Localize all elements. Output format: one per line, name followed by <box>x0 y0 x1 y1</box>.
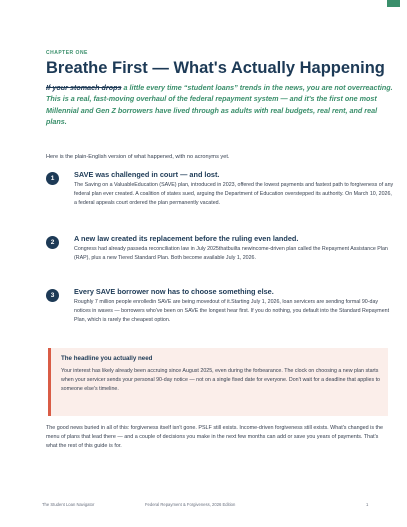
callout-title: The headline you actually need <box>61 355 153 362</box>
chapter-label: CHAPTER ONE <box>46 50 88 56</box>
lede-paragraph <box>46 82 398 128</box>
step-body: Roughly 7 million people enrolledin SAVE are being movedout of it.Starting July 1, 2026, loan servicers are sending formal 90-day notices in waves — borrowers who've been on SAVE the longest hear first. If you do nothing, you default into the Standard Repayment Plan, which is rarely the cheapest option. <box>74 299 390 323</box>
step-number-badge: 3 <box>46 289 59 302</box>
step-number-badge: 2 <box>46 236 59 249</box>
footer-edition: Federal Repayment & Forgiveness, 2026 Edition <box>145 502 236 507</box>
step-title: A new law created its replacement before the ruling even landed. <box>74 234 299 243</box>
lede-text: a little every time “student loans” trends in the news, you are not overreacting. This is a real, fast-moving overhaul of the federal repayment system — and it's the first one most Millennial and Gen Z borrowers have lived through as adults with real budgets, real rent, and real plans. <box>46 83 393 127</box>
closing-paragraph: The good news buried in all of this: forgiveness itself isn't gone. PSLF still exists. Income-driven forgiveness still exists. What's changed is the menu of plans that lead there — and a couple of decisions you make in the next few months can add or save you years of payments. That's what the rest of this guide is for. <box>46 425 384 449</box>
corner-tab-mark <box>387 0 400 7</box>
footer-page-number: 1 <box>366 502 369 507</box>
step-title: Every SAVE borrower now has to choose something else. <box>74 287 274 296</box>
intro-text: Here is the plain-English version of what happened, with no acronyms yet. <box>46 154 230 160</box>
footer-publication: The Student Loan Navigator <box>42 502 95 507</box>
step-number-badge: 1 <box>46 172 59 185</box>
step-title: SAVE was challenged in court — and lost. <box>74 170 220 179</box>
step-body: Congress had already passeda reconciliation law in July 2025thatbuilta newincome-driven plan called the Repayment Assistance Plan (RAP), plus a new Tiered Standard Plan. Both become available July 1, 2026. <box>74 246 388 261</box>
step-body: The Saving on a ValuableEducation (SAVE) plan, introduced in 2023, offered the lowest payments and fastest path to forgiveness of any federal plan ever created. A coalition of states sued, arguing the Department of Education overstepped its authority. On March 10, 2026, a federal appeals court ordered the plan permanently vacated. <box>74 182 394 206</box>
headline-callout <box>48 348 388 416</box>
lede-strikethrough: If your stomach drops <box>46 83 122 92</box>
callout-body: Your interest has likely already been accruing since August 2025, even during the forbearance. The clock on choosing a new plan starts when your servicer sends your personal 90-day notice — not on a single fixed date for everyone. Don't wait for a deadline that applies to someone else's timeline. <box>61 368 381 392</box>
page-title: Breathe First — What's Actually Happening <box>46 59 385 77</box>
